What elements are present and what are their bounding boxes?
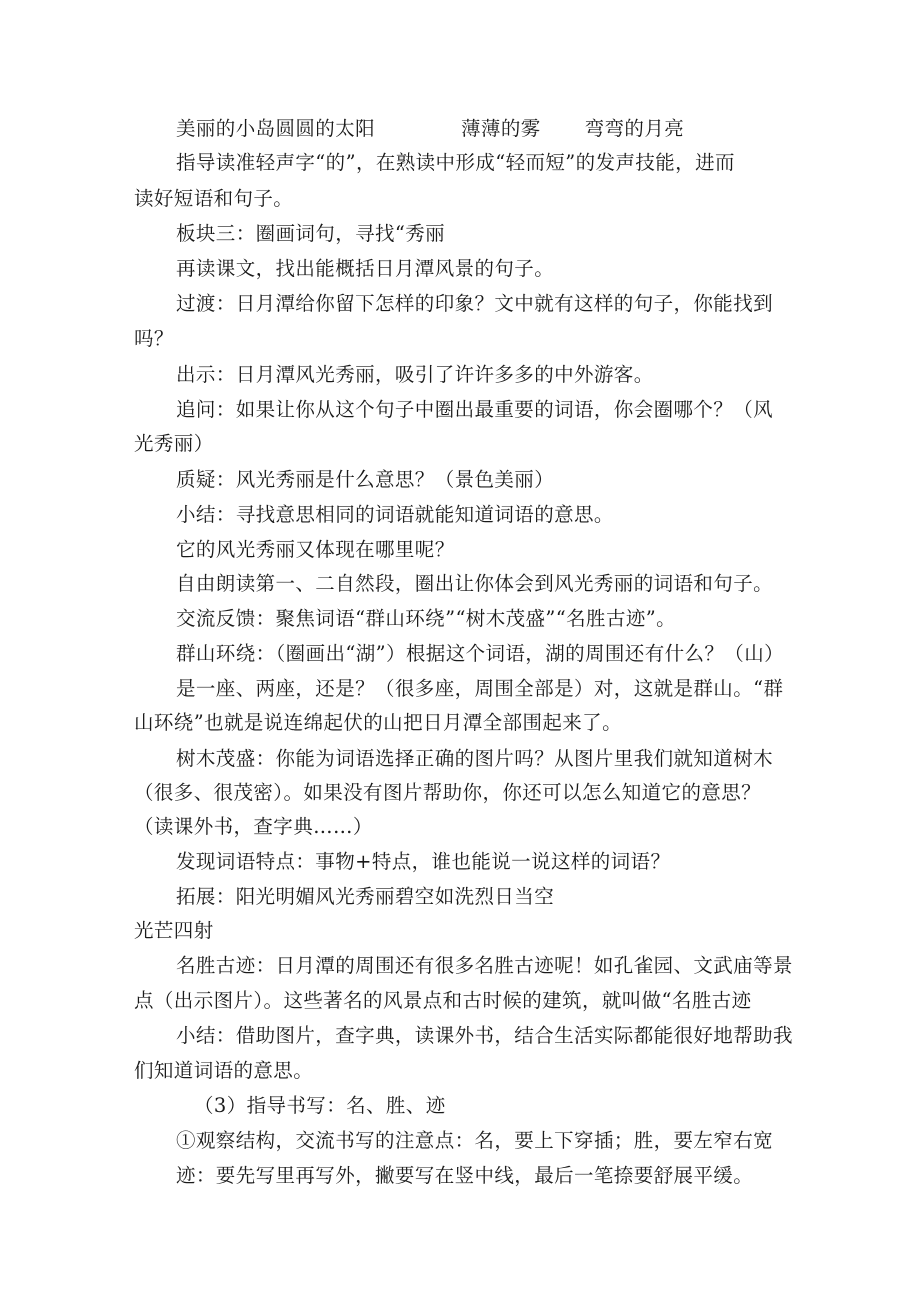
text-line: 过渡：日月潭给你留下怎样的印象？文中就有这样的句子，你能找到 [176,292,774,315]
text-line: ①观察结构，交流书写的注意点：名，要上下穿插；胜，要左窄右宽 [176,1129,774,1152]
text-line: 读好短语和句子。 [134,187,294,210]
text-line: 交流反馈：聚焦词语“群山环绕”“树木茂盛”“名胜古迹”。 [176,607,677,630]
text-line: 拓展：阳光明媚风光秀丽碧空如洗烈日当空 [176,885,555,908]
text-line: 再读课文，找出能概括日月潭风景的句子。 [176,257,555,280]
text-line: 出示：日月潭风光秀丽，吸引了许许多多的中外游客。 [176,363,654,386]
text-line: 指导读准轻声字“的”，在熟读中形成“轻而短”的发声技能，进而 [176,151,735,174]
subsection-heading: （3）指导书写：名、胜、迹 [194,1094,446,1117]
section-heading: 板块三：圈画词句，寻找“秀丽 [176,222,446,245]
text-line: （读课外书，查字典……） [134,815,373,838]
text-line: 山环绕”也就是说连绵起伏的山把日月潭全部围起来了。 [134,711,622,734]
text-line: 追问：如果让你从这个句子中圈出最重要的词语，你会圈哪个？（风 [176,398,774,421]
text-line: 群山环绕：（圈画出“湖”）根据这个词语，湖的周围还有什么？（山） [176,642,784,665]
text-line: 吗？ [134,327,174,350]
text-line: 质疑：风光秀丽是什么意思？（景色美丽） [176,468,555,491]
text-line: （很多、很茂密）。如果没有图片帮助你，你还可以怎么知道它的意思？ [134,781,762,804]
text-line: 发现词语特点：事物+特点，谁也能说一说这样的词语？ [176,850,671,873]
phrase-3: 弯弯的月亮 [584,117,685,140]
text-line: 名胜古迹：日月潭的周围还有很多名胜古迹呢！如孔雀园、文武庙等景 [176,954,793,977]
text-line: 迹：要先写里再写外，撇要写在竖中线，最后一笔捺要舒展平缓。 [176,1164,754,1187]
text-line: 点（出示图片）。这些著名的风景点和古时候的建筑，就叫做“名胜古迹 [134,989,752,1012]
text-line: 小结：借助图片，查字典，读课外书，结合生活实际都能很好地帮助我 [176,1024,793,1047]
text-line: 自由朗读第一、二自然段，圈出让你体会到风光秀丽的词语和句子。 [176,572,774,595]
text-line: 们知道词语的意思。 [134,1059,314,1082]
phrase-2: 薄薄的雾 [461,117,541,140]
text-line: 光芒四射 [134,919,214,942]
phrase-1: 美丽的小岛圆圆的太阳 [176,117,376,140]
phrase-line [176,115,684,143]
text-line: 是一座、两座，还是？（很多座，周围全部是）对，这就是群山。“群 [176,677,784,700]
text-line: 小结：寻找意思相同的词语就能知道词语的意思。 [176,503,614,526]
text-line: 树木茂盛：你能为词语选择正确的图片吗？从图片里我们就知道树木 [176,747,774,770]
text-line: 光秀丽） [134,432,214,455]
text-line: 它的风光秀丽又体现在哪里呢？ [176,538,455,561]
